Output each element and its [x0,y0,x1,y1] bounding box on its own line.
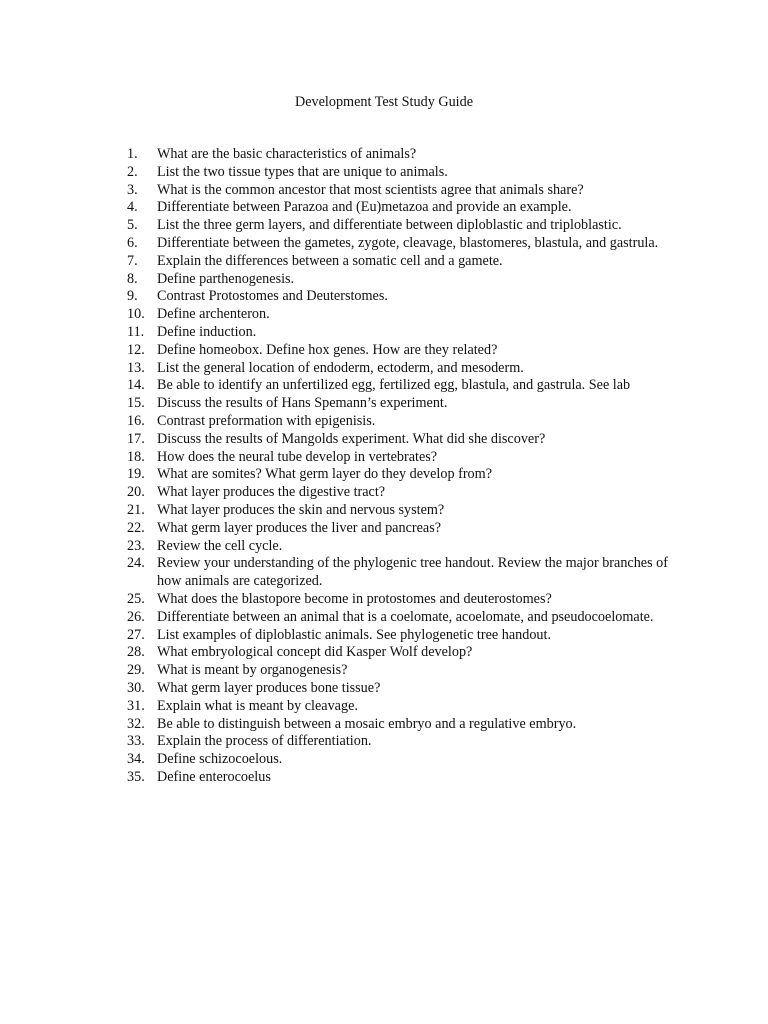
document-title: Development Test Study Guide [294,94,474,110]
question-number: 2. [127,163,138,180]
question-item [127,146,672,164]
question-item [127,164,672,182]
question-item [127,698,672,716]
question-number: 1. [127,146,138,162]
question-item [127,733,672,751]
question-text: Contrast preformation with epigenisis. [157,412,376,429]
question-number: 11. [127,323,145,340]
question-number: 25. [127,590,145,607]
question-text: Define schizocoelous. [157,751,283,768]
question-item [127,360,672,378]
question-number: 13. [127,359,145,376]
question-number: 27. [127,626,145,643]
question-text: List examples of diploblastic animals. See phylogenetic tree handout. [157,626,551,643]
question-item [127,716,672,734]
question-item [127,644,672,662]
question-number: 16. [127,412,145,429]
question-text: Review the cell cycle. [157,537,283,554]
question-item [127,342,672,360]
question-item [127,484,672,502]
question-text: Contrast Protostomes and Deuterstomes. [157,288,388,305]
question-number: 4. [127,199,138,216]
question-item [127,751,672,769]
question-number: 9. [127,288,138,305]
question-text: What are somites? What germ layer do they develop from? [157,466,492,483]
question-text: What germ layer produces bone tissue? [157,679,381,696]
question-text: Differentiate between an animal that is a coelomate, acoelomate, and pseudocoelomate. [157,608,654,625]
question-number: 28. [127,644,145,661]
question-number: 12. [127,341,145,358]
question-text: What layer produces the digestive tract? [157,484,386,501]
question-number: 5. [127,217,138,234]
question-text: Explain the process of differentiation. [157,733,372,750]
question-item [127,662,672,680]
question-number: 17. [127,430,145,447]
question-item [127,288,672,306]
question-text: Discuss the results of Hans Spemann’s experiment. [157,395,448,412]
question-number: 21. [127,501,145,518]
question-item [127,182,672,200]
question-item [127,199,672,217]
question-item [127,235,672,253]
question-text: Define enterocoelus [157,768,271,785]
question-text: What is meant by organogenesis? [157,662,348,679]
question-item [127,271,672,289]
question-item [127,253,672,271]
question-text: What are the basic characteristics of animals? [157,146,417,162]
question-number: 33. [127,733,145,750]
question-item [127,769,672,787]
question-item [127,591,672,609]
question-number: 15. [127,395,145,412]
question-number: 3. [127,181,138,198]
question-text: Define induction. [157,323,257,340]
question-number: 32. [127,715,145,732]
question-text: What is the common ancestor that most scientists agree that animals share? [157,181,584,198]
question-number: 19. [127,466,145,483]
question-item [127,217,672,235]
question-text: What does the blastopore become in protostomes and deuterostomes? [157,590,552,607]
question-list [127,146,672,787]
question-text: Define archenteron. [157,306,270,323]
question-number: 6. [127,234,138,251]
question-text: Differentiate between the gametes, zygote, cleavage, blastomeres, blastula, and gastrula. [157,234,659,251]
question-text: Be able to distinguish between a mosaic embryo and a regulative embryo. [157,715,577,732]
question-text: Discuss the results of Mangolds experiment. What did she discover? [157,430,546,447]
question-text: What germ layer produces the liver and pancreas? [157,519,442,536]
question-number: 10. [127,306,145,323]
question-item [127,555,672,591]
question-number: 20. [127,484,145,501]
question-number: 23. [127,537,145,554]
question-text: How does the neural tube develop in vertebrates? [157,448,438,465]
question-item [127,324,672,342]
question-item [127,609,672,627]
question-number: 8. [127,270,138,287]
question-number: 30. [127,679,145,696]
question-item [127,377,672,395]
question-item [127,538,672,556]
question-text: Review your understanding of the phylogenic tree handout. Review the major branches of how animals are categorized. [157,555,668,590]
question-text: Define parthenogenesis. [157,270,295,287]
question-item [127,627,672,645]
question-number: 26. [127,608,145,625]
question-text: What layer produces the skin and nervous system? [157,501,445,518]
question-number: 24. [127,555,145,572]
question-item [127,449,672,467]
question-item [127,395,672,413]
question-text: Explain the differences between a somatic cell and a gamete. [157,252,503,269]
question-text: Be able to identify an unfertilized egg, fertilized egg, blastula, and gastrula. See lab [157,377,631,394]
question-text: What embryological concept did Kasper Wolf develop? [157,644,473,661]
question-number: 18. [127,448,145,465]
question-text: List the two tissue types that are unique to animals. [157,163,448,180]
question-number: 31. [127,697,145,714]
question-number: 14. [127,377,145,394]
question-number: 29. [127,662,145,679]
question-item [127,502,672,520]
question-item [127,680,672,698]
question-text: List the three germ layers, and differentiate between diploblastic and triploblastic. [157,217,622,234]
question-item [127,466,672,484]
question-text: Define homeobox. Define hox genes. How are they related? [157,341,498,358]
question-number: 35. [127,768,145,785]
question-number: 22. [127,519,145,536]
question-item [127,431,672,449]
question-text: List the general location of endoderm, ectoderm, and mesoderm. [157,359,524,376]
question-item [127,520,672,538]
question-text: Explain what is meant by cleavage. [157,697,358,714]
question-item [127,306,672,324]
question-text: Differentiate between Parazoa and (Eu)metazoa and provide an example. [157,199,572,216]
question-number: 34. [127,751,145,768]
question-number: 7. [127,252,138,269]
question-item [127,413,672,431]
